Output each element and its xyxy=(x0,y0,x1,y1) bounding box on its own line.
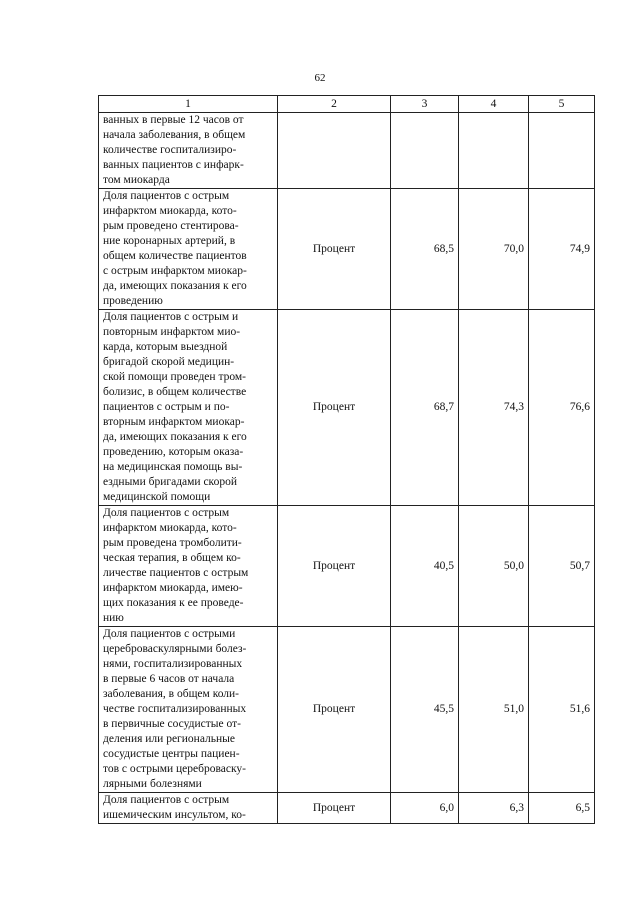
table-row xyxy=(99,627,595,793)
table-row xyxy=(99,506,595,627)
indicator-text-line: карда, которым выездной xyxy=(103,341,228,353)
indicator-text-line: общем количестве пациентов xyxy=(103,250,247,262)
header-row xyxy=(99,96,595,113)
unit-cell xyxy=(278,113,391,189)
indicator-text-line: сосудистые центры пациен- xyxy=(103,748,240,760)
value-col-4-cell: 50,0 xyxy=(459,506,529,627)
indicator-text-line: бригадой скорой медицин- xyxy=(103,356,235,368)
indicator-text-line: том миокарда xyxy=(103,174,170,186)
indicator-text-line: болизис, в общем количестве xyxy=(103,386,247,398)
indicator-text-line: Доля пациентов с острыми xyxy=(103,628,236,640)
indicator-text-line: количестве госпитализиро- xyxy=(103,144,237,156)
value-col-3-cell: 40,5 xyxy=(391,506,459,627)
indicator-text-line: цереброваскулярными болез- xyxy=(103,643,247,655)
indicator-text-line: вторным инфарктом миокар- xyxy=(103,416,245,428)
indicator-text-line: Доля пациентов с острым xyxy=(103,190,230,202)
indicator-text-line: ванных пациентов с инфарк- xyxy=(103,159,244,171)
indicator-text-line: инфарктом миокарда, кото- xyxy=(103,205,237,217)
value-col-5-cell xyxy=(529,113,595,189)
indicator-text-line: да, имеющих показания к его xyxy=(103,431,247,443)
indicator-text-line: нями, госпитализированных xyxy=(103,658,243,670)
value-col-4-cell: 51,0 xyxy=(459,627,529,793)
table-row xyxy=(99,793,595,824)
indicator-text-line: ческая терапия, в общем ко- xyxy=(103,552,241,564)
indicator-text-line: ванных в первые 12 часов от xyxy=(103,114,244,126)
indicator-text-line: в первичные сосудистые от- xyxy=(103,718,241,730)
value-col-3-cell: 68,5 xyxy=(391,189,459,310)
indicator-text-line: начала заболевания, в общем xyxy=(103,129,246,141)
header-col-2: 2 xyxy=(278,96,391,113)
page-number: 62 xyxy=(314,72,326,84)
value-col-5-cell: 50,7 xyxy=(529,506,595,627)
value-col-3-cell: 6,0 xyxy=(391,793,459,824)
indicator-text-line: щих показания к ее проведе- xyxy=(103,597,244,609)
value-col-4-cell xyxy=(459,113,529,189)
indicator-cell xyxy=(99,113,278,189)
indicator-text-line: заболевания, в общем коли- xyxy=(103,688,240,700)
indicator-cell xyxy=(99,506,278,627)
indicator-text-line: проведению, которым оказа- xyxy=(103,446,244,458)
indicator-text-line: ишемическим инсультом, ко- xyxy=(103,809,246,821)
indicator-text-line: Доля пациентов с острым xyxy=(103,507,230,519)
indicator-text-line: честве госпитализированных xyxy=(103,703,247,715)
indicator-text-line: инфарктом миокарда, имею- xyxy=(103,582,243,594)
indicator-text-line: Доля пациентов с острым и xyxy=(103,311,239,323)
indicator-text-line: инфарктом миокарда, кото- xyxy=(103,522,237,534)
indicator-text-line: ездными бригадами скорой xyxy=(103,476,237,488)
indicator-text-line: нию xyxy=(103,612,124,624)
value-col-5-cell: 51,6 xyxy=(529,627,595,793)
indicator-text-line: деления или региональные xyxy=(103,733,235,745)
indicator-cell xyxy=(99,793,278,824)
indicator-cell xyxy=(99,310,278,506)
indicator-text-line: Доля пациентов с острым xyxy=(103,794,230,806)
table-row xyxy=(99,310,595,506)
indicator-text-line: да, имеющих показания к его xyxy=(103,280,247,292)
indicator-text-line: повторным инфарктом мио- xyxy=(103,326,241,338)
indicator-text-line: ние коронарных артерий, в xyxy=(103,235,236,247)
header-col-3: 3 xyxy=(391,96,459,113)
value-col-3-cell xyxy=(391,113,459,189)
indicator-cell xyxy=(99,627,278,793)
value-col-5-cell: 76,6 xyxy=(529,310,595,506)
value-col-3-cell: 45,5 xyxy=(391,627,459,793)
value-col-5-cell: 6,5 xyxy=(529,793,595,824)
indicator-text-line: на медицинская помощь вы- xyxy=(103,461,243,473)
indicator-text-line: лярными болезнями xyxy=(103,778,202,790)
unit-cell: Процент xyxy=(278,793,391,824)
value-col-4-cell: 74,3 xyxy=(459,310,529,506)
value-col-4-cell: 70,0 xyxy=(459,189,529,310)
unit-cell: Процент xyxy=(278,627,391,793)
header-col-4: 4 xyxy=(459,96,529,113)
value-col-3-cell: 68,7 xyxy=(391,310,459,506)
table-body xyxy=(99,113,595,824)
table-row xyxy=(99,189,595,310)
table-row xyxy=(99,113,595,189)
unit-cell: Процент xyxy=(278,189,391,310)
indicators-table xyxy=(98,95,595,824)
header-col-1: 1 xyxy=(99,96,278,113)
header-col-5: 5 xyxy=(529,96,595,113)
indicator-text-line: рым проведено стентирова- xyxy=(103,220,239,232)
indicator-text-line: ской помощи проведен тром- xyxy=(103,371,246,383)
indicator-text-line: личестве пациентов с острым xyxy=(103,567,249,579)
value-col-5-cell: 74,9 xyxy=(529,189,595,310)
indicator-cell xyxy=(99,189,278,310)
value-col-4-cell: 6,3 xyxy=(459,793,529,824)
indicator-text-line: рым проведена тромболити- xyxy=(103,537,242,549)
indicator-text-line: пациентов с острым и по- xyxy=(103,401,230,413)
unit-cell: Процент xyxy=(278,506,391,627)
indicator-text-line: с острым инфарктом миокар- xyxy=(103,265,247,277)
unit-cell: Процент xyxy=(278,310,391,506)
indicator-text-line: в первые 6 часов от начала xyxy=(103,673,235,685)
indicator-text-line: тов с острыми цереброваску- xyxy=(103,763,246,775)
indicator-text-line: медицинской помощи xyxy=(103,491,211,503)
indicator-text-line: проведению xyxy=(103,295,163,307)
